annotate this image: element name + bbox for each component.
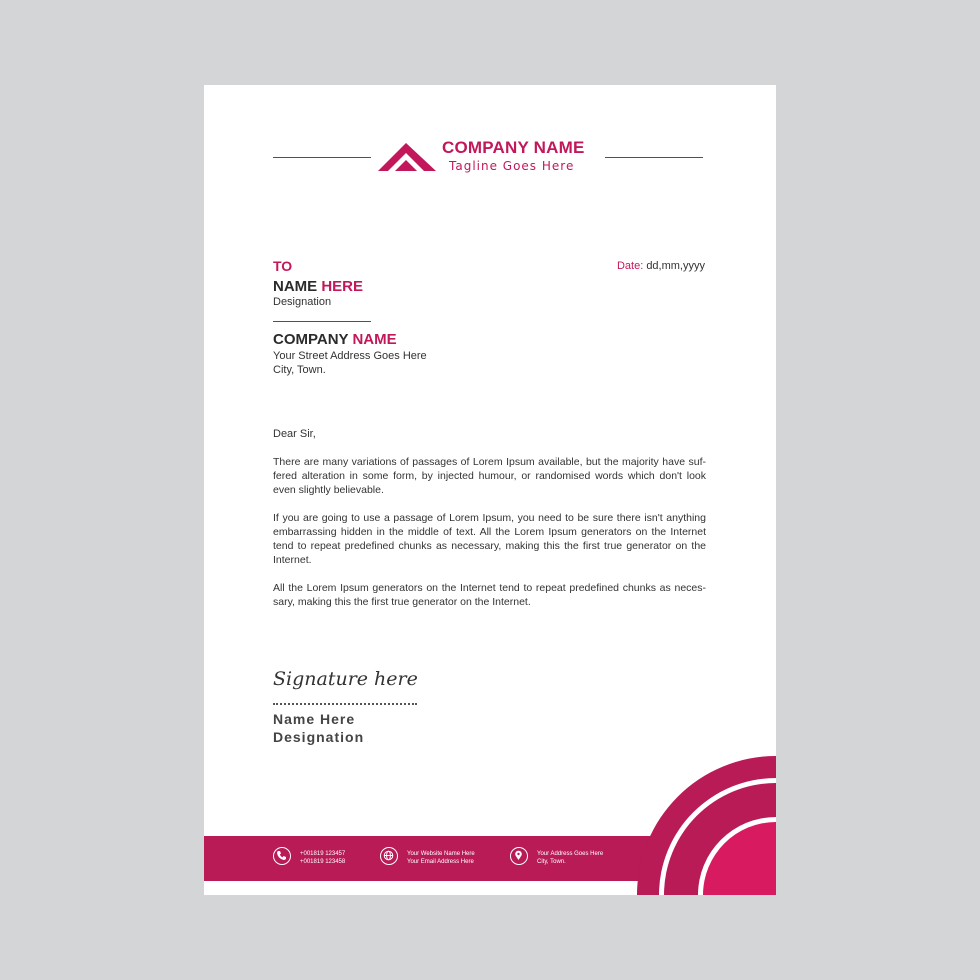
letterhead-page [204,85,776,895]
paragraph: There are many variations of passages of Lorem Ipsum available, but the majority have suf-fered alteration in some form, by injected humour, or randomised words which don't look even slightly believable. [273,456,706,496]
signer-designation: Designation [273,729,365,745]
salutation: Dear Sir, [273,428,316,440]
website-line: Your Website Name Here [407,851,475,857]
date-label: Date: [616,260,644,272]
phone-line-1: +001819 123457 [300,851,346,857]
company-name: COMPANY NAME [442,138,585,157]
address-line-1: Your Street Address Goes Here [273,350,427,362]
location-pin-icon [510,847,528,865]
recipient-company-first: COMPANY [273,331,349,348]
date-value: dd,mm,yyyy [646,260,705,272]
recipient-designation: Designation [273,296,332,308]
footer-circle-decoration [204,85,776,895]
recipient-name-second: HERE [321,278,364,295]
email-line: Your Email Address Here [407,859,474,865]
phone-line-2: +001819 123458 [300,859,346,865]
phone-icon [273,847,291,865]
globe-icon [380,847,398,865]
signature-script: Signature here [273,668,418,690]
paragraph: If you are going to use a passage of Lorem Ipsum, you need to be sure there isn't anything embarrassing hidden in the middle of text. All the Lorem Ipsum generators on the Internet tend to repeat predefined chunks as necessary, making this the first true generator on the Internet. [273,512,706,566]
footer-address-line-1: Your Address Goes Here [537,851,604,857]
company-tagline: Tagline Goes Here [449,159,575,173]
paragraph: All the Lorem Ipsum generators on the Internet tend to repeat predefined chunks as neces-sary, making this the first true generator on the Internet. [273,582,706,608]
signer-name: Name Here [273,711,356,727]
recipient-company-second: NAME [352,331,397,348]
address-line-2: City, Town. [273,364,326,376]
footer-address-line-2: City, Town. [537,859,566,865]
recipient-name-first: NAME [273,278,318,295]
to-label: TO [273,258,293,274]
